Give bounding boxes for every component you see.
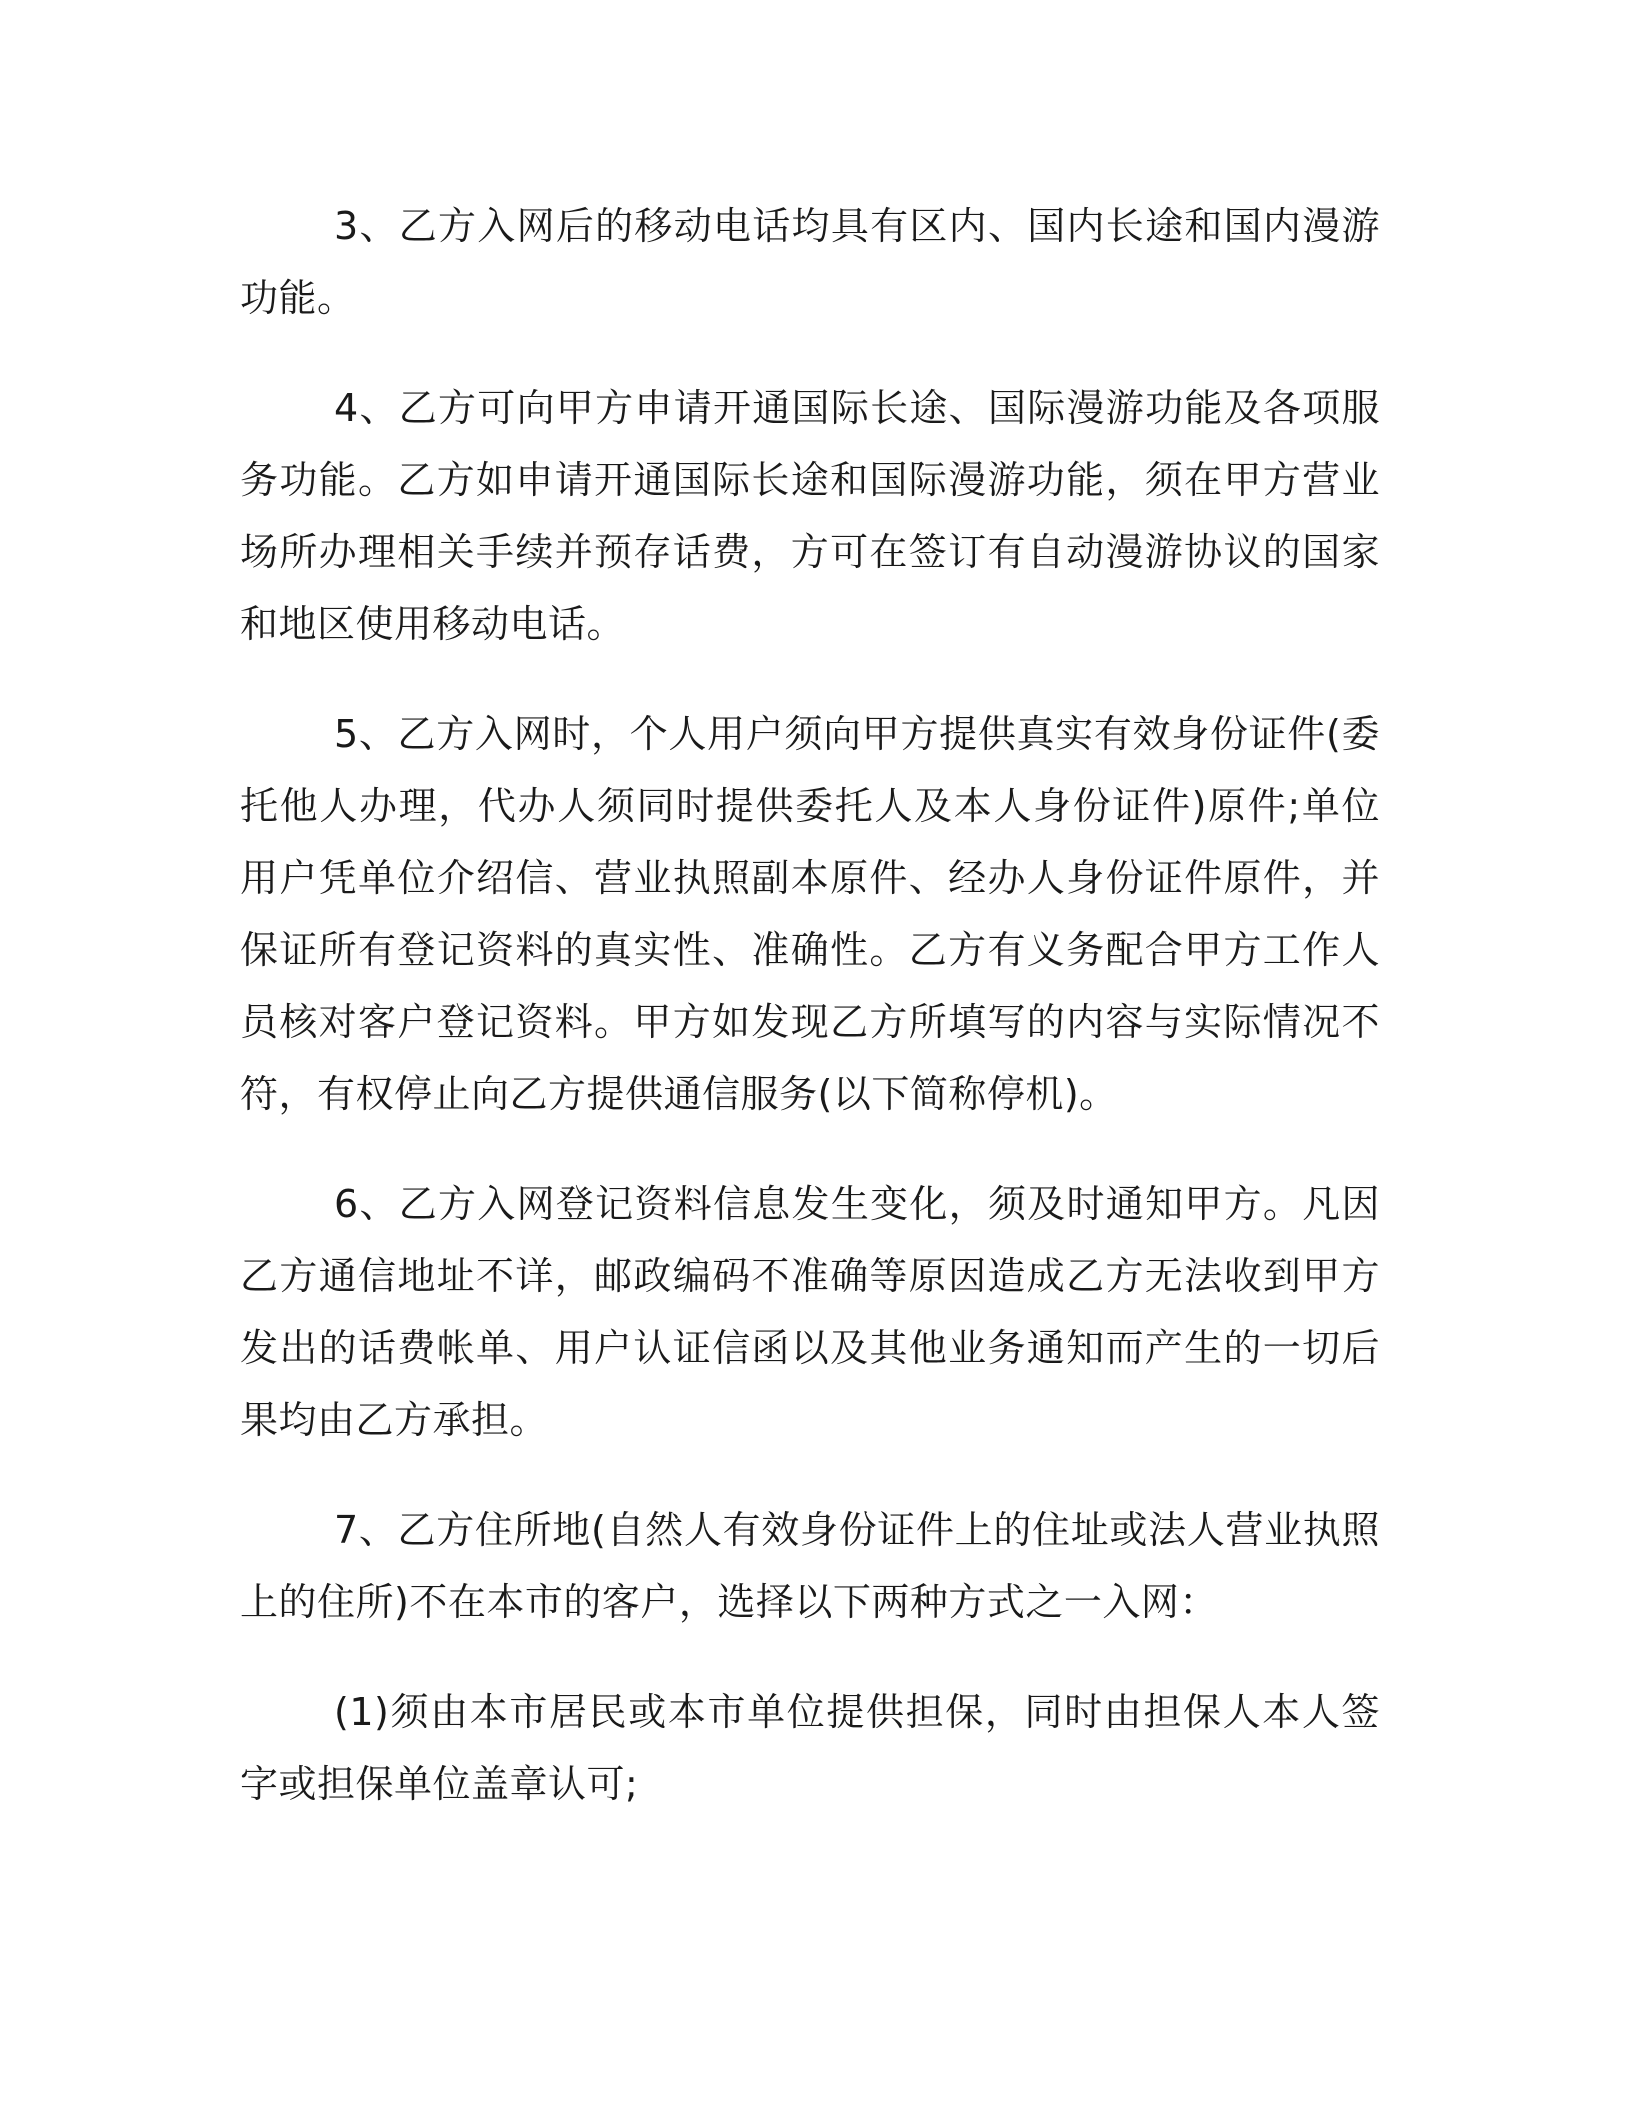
clause-7-option-1: (1)须由本市居民或本市单位提供担保，同时由担保人本人签字或担保单位盖章认可; <box>240 1690 1380 1806</box>
clause-7: 7、乙方住所地(自然人有效身份证件上的住址或法人营业执照上的住所)不在本市的客户，选择以下两种方式之一入网： <box>240 1508 1380 1624</box>
clause-6: 6、乙方入网登记资料信息发生变化，须及时通知甲方。凡因乙方通信地址不详，邮政编码不准确等原因造成乙方无法收到甲方发出的话费帐单、用户认证信函以及其他业务通知而产生的一切后果均由乙方承担。 <box>240 1182 1380 1442</box>
clause-3: 3、乙方入网后的移动电话均具有区内、国内长途和国内漫游功能。 <box>240 204 1380 320</box>
clause-4: 4、乙方可向甲方申请开通国际长途、国际漫游功能及各项服务功能。乙方如申请开通国际长途和国际漫游功能，须在甲方营业场所办理相关手续并预存话费，方可在签订有自动漫游协议的国家和地区使用移动电话。 <box>240 386 1380 646</box>
clause-5: 5、乙方入网时，个人用户须向甲方提供真实有效身份证件(委托他人办理，代办人须同时提供委托人及本人身份证件)原件;单位用户凭单位介绍信、营业执照副本原件、经办人身份证件原件，并保证所有登记资料的真实性、准确性。乙方有义务配合甲方工作人员核对客户登记资料。甲方如发现乙方所填写的内容与实际情况不符，有权停止向乙方提供通信服务(以下简称停机)。 <box>240 712 1380 1116</box>
document-body <box>240 190 1380 1858</box>
